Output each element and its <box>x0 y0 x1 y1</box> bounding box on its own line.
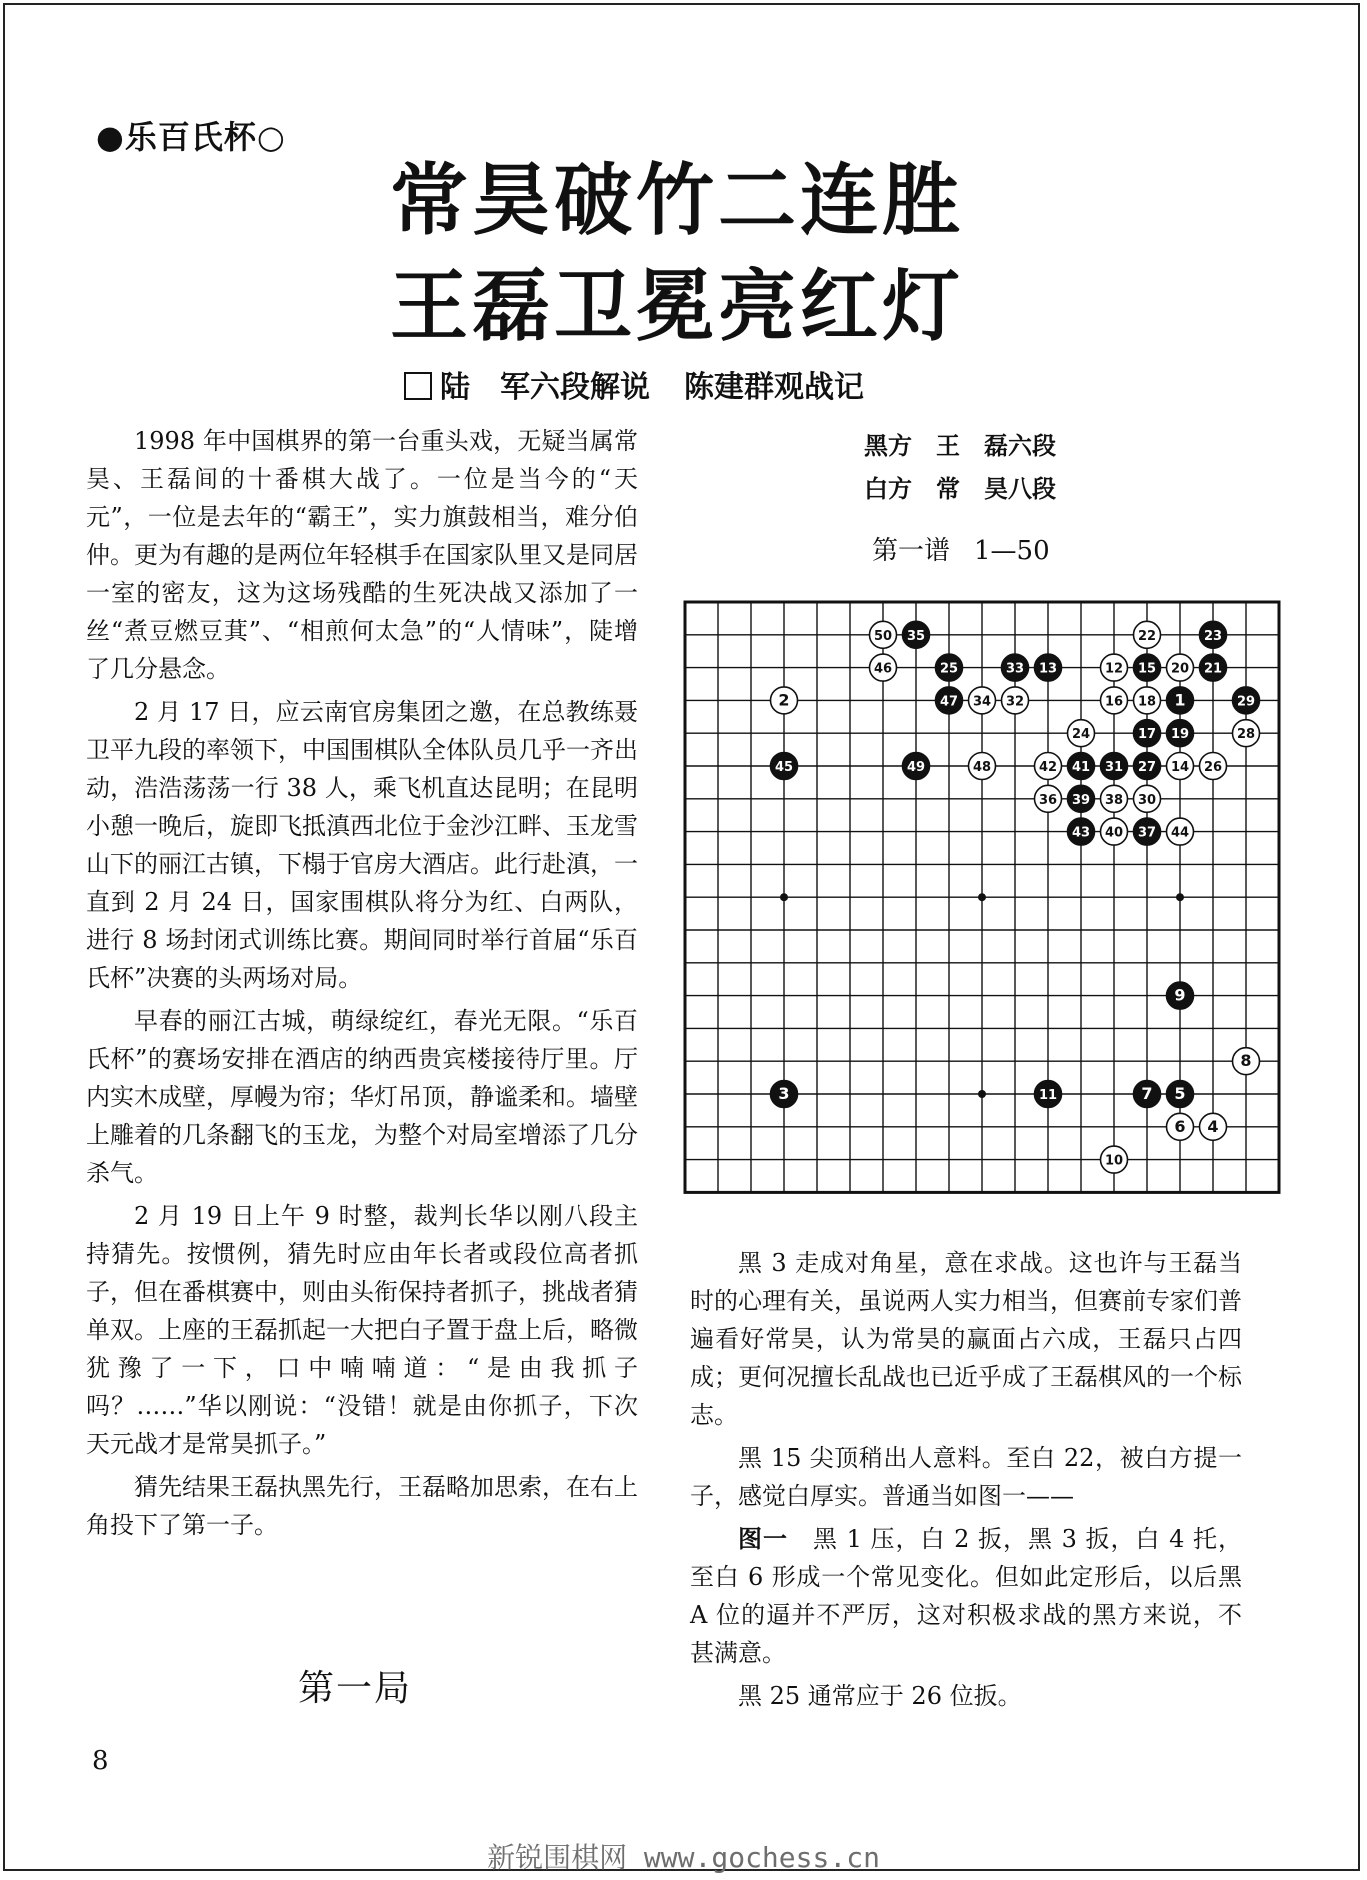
move-number: 10 <box>1104 1153 1124 1169</box>
go-board <box>681 598 1256 1188</box>
move-number: 36 <box>1038 792 1058 808</box>
move-number: 5 <box>1174 1084 1186 1103</box>
move-number: 15 <box>1137 661 1157 677</box>
move-number: 34 <box>972 694 992 710</box>
move-number: 38 <box>1104 792 1124 808</box>
move-number: 41 <box>1071 760 1091 775</box>
move-number: 16 <box>1104 694 1124 710</box>
paragraph: 1998 年中国棋界的第一台重头戏，无疑当属常昊、王磊间的十番棋大战了。一位是当今的“天元”，一位是去年的“霸王”，实力旗鼓相当，难分伯仲。更为有趣的是两位年轻棋手在国家队里又是同居一室的密友，这为这场残酷的生死决战又添加了一丝“煮豆燃豆萁”、“相煎何太急”的“人情味”，陡增了几分悬念。 <box>86 427 638 683</box>
move-number: 46 <box>873 661 893 677</box>
figure-text: 黑 1 压，白 2 扳，黑 3 扳，白 4 托，至白 6 形成一个常见变化。但如此定形后，以后黑 A 位的逼并不严厉，这对积极求战的黑方来说，不甚满意。 <box>690 1525 1243 1667</box>
move-number: 8 <box>1240 1051 1252 1071</box>
move-number: 7 <box>1141 1084 1153 1103</box>
white-player: 白方 常 昊八段 <box>864 475 1056 503</box>
star-point <box>978 1090 986 1098</box>
paragraph: 2 月 19 日上午 9 时整，裁判长华以刚八段主持猜先。按惯例，猜先时应由年长者或段位高者抓子，但在番棋赛中，则由头衔保持者抓子，挑战者猜单双。上座的王磊抓起一大把白子置于盘上后，略微犹豫了一下，口中喃喃道：“是由我抓子吗？……”华以刚说：“没错！就是由你抓子，下次天元战才是常昊抓子。” <box>86 1202 638 1458</box>
left-column <box>86 422 638 1549</box>
page-number: 8 <box>92 1746 109 1776</box>
headline-line-2: 王磊卫冕亮红灯 <box>390 262 965 352</box>
move-number: 30 <box>1137 792 1157 808</box>
move-number: 13 <box>1038 661 1058 677</box>
move-number: 23 <box>1203 628 1223 644</box>
move-number: 48 <box>972 760 992 775</box>
move-number: 31 <box>1104 760 1124 775</box>
black-player: 黑方 王 磊六段 <box>864 432 1056 460</box>
move-number: 29 <box>1236 694 1256 710</box>
move-number: 47 <box>939 694 959 710</box>
star-point <box>978 893 986 901</box>
move-number: 20 <box>1170 661 1190 677</box>
series-label: ●乐百氏杯○ <box>96 118 286 156</box>
move-number: 6 <box>1174 1116 1186 1136</box>
move-number: 32 <box>1005 694 1025 710</box>
diagram-range: 1—50 <box>974 536 1050 566</box>
players <box>864 425 1056 511</box>
move-number: 35 <box>906 628 926 644</box>
move-number: 19 <box>1170 727 1190 743</box>
move-number: 2 <box>778 690 790 710</box>
move-number: 4 <box>1207 1116 1219 1136</box>
byline-commentator: 陆 军六段解说 <box>440 370 650 405</box>
figure-label: 图一 <box>738 1524 788 1553</box>
move-number: 50 <box>873 628 893 644</box>
byline <box>404 362 864 406</box>
diagram-label: 第一谱 <box>872 536 951 566</box>
star-point <box>1176 893 1184 901</box>
move-number: 22 <box>1137 628 1157 644</box>
move-number: 39 <box>1071 792 1091 808</box>
move-number: 37 <box>1137 825 1157 841</box>
move-number: 11 <box>1038 1088 1058 1103</box>
move-number: 1 <box>1174 690 1186 710</box>
paragraph: 黑 3 走成对角星，意在求战。这也许与王磊当时的心理有关，虽说两人实力相当，但赛前专家们普遍看好常昊，认为常昊的赢面占六成，王磊只占四成；更何况擅长乱战也已近乎成了王磊棋风的一个标志。 <box>690 1249 1242 1429</box>
square-icon <box>404 372 432 400</box>
right-column <box>690 1244 1242 1720</box>
move-number: 3 <box>778 1084 790 1103</box>
paragraph: 黑 15 尖顶稍出人意料。至白 22，被白方提一子，感觉白厚实。普通当如图一—— <box>690 1444 1242 1510</box>
paragraph: 猜先结果王磊执黑先行，王磊略加思索，在右上角投下了第一子。 <box>86 1473 638 1539</box>
move-number: 21 <box>1203 661 1223 677</box>
byline-recorder: 陈建群观战记 <box>684 370 864 405</box>
move-number: 44 <box>1170 825 1190 841</box>
move-number: 49 <box>906 760 926 775</box>
move-number: 42 <box>1038 760 1058 775</box>
move-number: 14 <box>1170 760 1190 775</box>
move-number: 12 <box>1104 661 1124 677</box>
move-number: 43 <box>1071 825 1091 841</box>
headline-line-1: 常昊破竹二连胜 <box>390 156 965 246</box>
move-number: 45 <box>774 760 794 775</box>
move-number: 25 <box>939 661 959 677</box>
move-number: 24 <box>1071 727 1091 743</box>
move-number: 26 <box>1203 760 1223 775</box>
move-number: 27 <box>1137 760 1157 775</box>
star-point <box>780 893 788 901</box>
paragraph: 2 月 17 日，应云南官房集团之邀，在总教练聂卫平九段的率领下，中国围棋队全体队员几乎一齐出动，浩浩荡荡一行 38 人，乘飞机直达昆明；在昆明小憩一晚后，旋即飞抵滇西北位于金沙江畔、玉龙雪山下的丽江古镇，下榻于官房大酒店。此行赴滇，一直到 2 月 24 日，国家围棋队将分为红、白两队，进行 8 场封闭式训练比赛。期间同时举行首届“乐百氏杯”决赛的头两场对局。 <box>86 698 638 992</box>
section-title: 第一局 <box>298 1668 413 1709</box>
move-number: 28 <box>1236 727 1256 743</box>
move-number: 33 <box>1005 661 1025 677</box>
move-number: 18 <box>1137 694 1157 710</box>
watermark: 新锐围棋网 www.gochess.cn <box>487 1841 880 1874</box>
diagram-title <box>872 530 1050 567</box>
figure-note <box>690 1520 1242 1672</box>
move-number: 9 <box>1174 985 1186 1005</box>
move-number: 17 <box>1137 727 1157 743</box>
move-number: 40 <box>1104 825 1124 841</box>
paragraph: 黑 25 通常应于 26 位扳。 <box>738 1682 1022 1710</box>
paragraph: 早春的丽江古城，萌绿绽红，春光无限。“乐百氏杯”的赛场安排在酒店的纳西贵宾楼接待厅里。厅内实木成壁，厚幔为帘；华灯吊顶，静谧柔和。墙壁上雕着的几条翻飞的玉龙，为整个对局室增添了几分杀气。 <box>86 1007 638 1187</box>
